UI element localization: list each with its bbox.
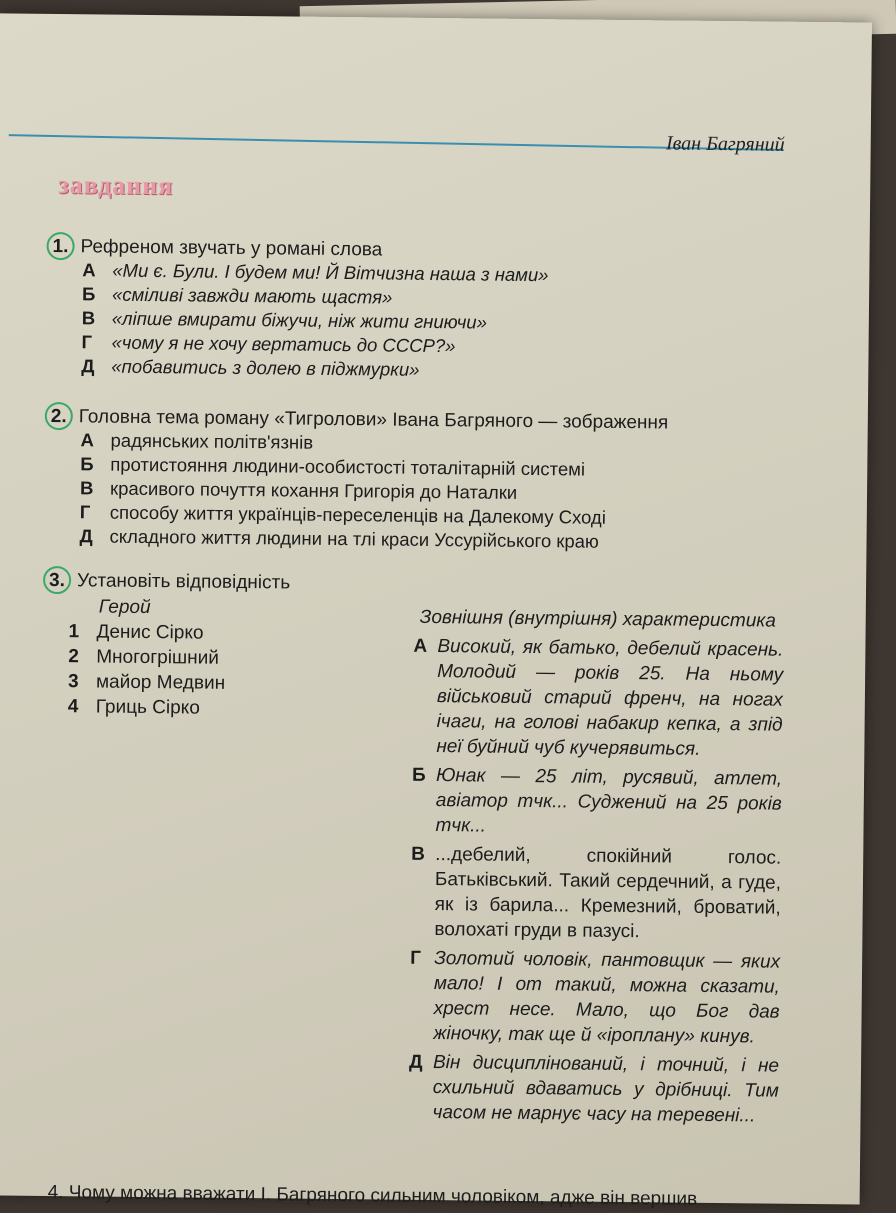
hero-name: Многогрішний [96, 646, 220, 669]
heroes-column [68, 594, 226, 721]
characteristic-letter: Д [408, 1051, 423, 1073]
characteristic-letter: А [413, 635, 428, 657]
running-head-author: Іван Багряний [665, 132, 785, 156]
question-text: Головна тема роману «Тигролови» Івана Багряного — зображення [78, 406, 669, 434]
textbook-page [0, 13, 872, 1210]
option-letter: Г [81, 331, 93, 353]
characteristic-text: ...дебелий, спокійний голос. Батьківський. Такий сердечний, а гуде, як із барила... Кремезний, броватий, волохаті груди в пазусі. [434, 844, 782, 943]
option-letter: Б [81, 283, 96, 305]
option-letter: Б [80, 453, 94, 475]
option-letter: Д [79, 525, 93, 547]
section-title: завдання [58, 170, 174, 201]
characteristics-header: Зовнішня (внутрішня) характеристика [419, 606, 777, 632]
hero-name: майор Медвин [95, 671, 226, 694]
characteristics-column [408, 606, 783, 1129]
hero-number: 4 [67, 696, 79, 718]
question-number: 1. [52, 236, 80, 258]
question-number: 2. [51, 406, 79, 428]
characteristic-letter: Б [411, 764, 426, 786]
characteristic-item [410, 842, 781, 946]
option-text: «чому я не хочу вертатись до СССР?» [111, 331, 456, 357]
option-text: красивого почуття кохання Григорія до Наталки [109, 477, 518, 503]
characteristic-item [411, 763, 782, 842]
option-text: радянських політв'язнів [110, 429, 314, 453]
option-text: «Ми є. Були. І будем ми! Й Вітчизна наша з нами» [112, 259, 549, 286]
option-text: «побавитись з долею в піджмурки» [111, 355, 420, 380]
question-3 [49, 570, 290, 595]
question-text: Установіть відповідність [76, 570, 291, 594]
option-letter: Г [79, 501, 91, 523]
question-1 [51, 236, 549, 383]
option-text: «сміливі завжди мають щастя» [111, 283, 393, 308]
option-text: «ліпше вмирати біжучи, ніж жити гниючи» [111, 307, 488, 333]
characteristic-text: Золотий чоловік, пантовщик — яких мало! І от такий, можна сказати, хрест несе. Мало, що Бог дав жіночку, так ще й «іроплану» кинув. [433, 948, 781, 1048]
question-2 [49, 406, 668, 554]
option-letter: А [82, 259, 96, 281]
question-number: 3. [49, 570, 77, 592]
hero-row [68, 619, 225, 646]
characteristic-item [412, 634, 783, 763]
hero-number: 1 [68, 621, 80, 643]
option-letter: В [79, 477, 94, 499]
option-text: протистояння людини-особистості тоталітарній системі [110, 453, 586, 480]
hero-row [68, 694, 225, 721]
hero-row [68, 644, 225, 671]
heroes-header: Герой [98, 596, 151, 619]
cut-off-question-4: 4. Чому можна вважати І. Багряного сильним чоловіком, адже він вершив [47, 1181, 698, 1210]
question-text: Рефреном звучать у романі слова [80, 236, 383, 261]
hero-row [68, 669, 225, 696]
characteristic-item [409, 946, 780, 1050]
hero-name: Денис Сірко [96, 621, 204, 644]
characteristic-letter: Г [410, 947, 422, 969]
option-text: складного життя людини на тлі краси Уссурійського краю [109, 525, 599, 552]
characteristic-item [408, 1050, 779, 1129]
hero-number: 2 [68, 646, 79, 668]
characteristic-text: Він дисциплінований, і точний, і не схильний вдаватись у дрібниці. Тим часом не марнує часу на теревені... [432, 1052, 780, 1127]
option-letter: А [80, 429, 95, 451]
characteristic-text: Юнак — 25 літ, русявий, атлет, авіатор тчк... Суджений на 25 років тчк... [435, 765, 783, 837]
characteristic-text: Високий, як батько, дебелий красень. Молодий — років 25. На ньому військовий старий френч, на ногах ічаги, на голові набакир кепка, а зпід неї буйний чуб кучерявиться. [436, 636, 784, 760]
hero-number: 3 [67, 671, 79, 693]
characteristic-letter: В [411, 843, 426, 865]
option-text: способу життя українців-переселенців на Далекому Сході [109, 501, 606, 528]
option-letter: В [81, 307, 96, 329]
hero-name: Гриць Сірко [95, 696, 200, 719]
option-letter: Д [81, 355, 95, 377]
